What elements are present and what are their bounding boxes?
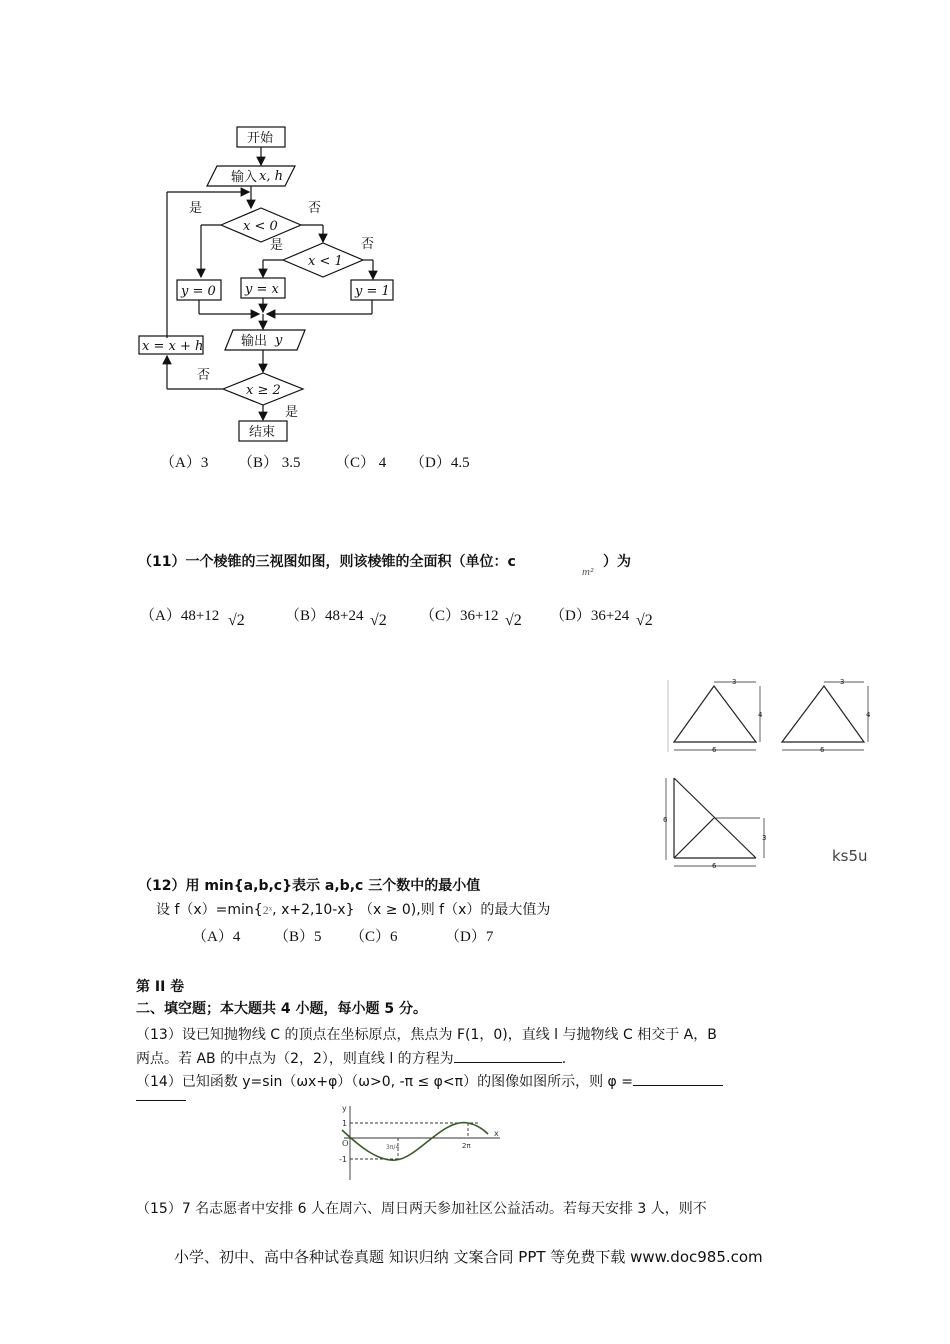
footer: 小学、初中、高中各种试卷真题 知识归纳 文案合同 PPT 等免费下载 www.doc985.com <box>174 1248 763 1266</box>
no-label-2: 否 <box>361 237 375 252</box>
flowchart-diagram <box>135 122 435 452</box>
q11-stem-end: ）为 <box>603 554 631 570</box>
side-dim-6: 6 <box>820 746 825 754</box>
update-label: x = x + h <box>142 339 204 354</box>
front-view-triangle <box>674 686 756 742</box>
box-yx-label: y = x <box>245 282 279 297</box>
three-view-figure <box>660 670 880 875</box>
q11-option-b: （B）48+24 <box>285 608 364 624</box>
q14-answer-blank[interactable] <box>633 1071 723 1086</box>
q13-line2-text: 两点。若 AB 的中点为（2，2），则直线 l 的方程为 <box>136 1051 454 1067</box>
top-dim-3: 3 <box>762 834 767 842</box>
output-var: y <box>275 333 283 348</box>
side-dim-3: 3 <box>840 678 845 686</box>
q14-origin: O <box>342 1139 349 1148</box>
box-y0-label: y = 0 <box>181 284 216 299</box>
box-y1-label: y = 1 <box>355 284 390 299</box>
output-label: 输出 <box>241 334 268 349</box>
q11-unit: m² <box>582 566 594 578</box>
q12-line2-b: , x+2,10-x} （x ≥ 0),则 f（x）的最大值为 <box>272 902 551 918</box>
q11-option-d: （D）36+24 <box>550 608 630 624</box>
q12-option-c: （C）6 <box>350 929 398 945</box>
q14-line1 <box>136 1071 723 1091</box>
q12-line2 <box>156 899 550 919</box>
front-dim-4: 4 <box>758 711 763 719</box>
q14-graph-svg <box>338 1100 508 1184</box>
no-label-3: 否 <box>197 368 211 383</box>
side-view-triangle <box>782 686 864 742</box>
q13-line1: （13）设已知抛物线 C 的顶点在坐标原点，焦点为 F(1，0)，直线 l 与抛物线 C 相交于 A，B <box>136 1027 717 1043</box>
no-label-1: 否 <box>308 201 322 216</box>
q12-option-d: （D）7 <box>445 929 494 945</box>
side-dim-4: 4 <box>866 711 871 719</box>
q12-stem: （12）用 min{a,b,c}表示 a,b,c 三个数中的最小值 <box>138 878 481 894</box>
three-view-diagram <box>660 670 880 875</box>
top-dim-6-vertical: 6 <box>663 816 668 824</box>
front-dim-6: 6 <box>712 746 717 754</box>
q11-option-a: （A）48+12 <box>140 608 220 624</box>
q13-answer-blank[interactable] <box>454 1048 562 1063</box>
q10-option-c: （C） 4 <box>335 455 387 471</box>
q14-x-label: x <box>494 1129 499 1138</box>
flowchart <box>135 122 435 452</box>
q14-line1-text: （14）已知函数 y=sin（ωx+φ）（ω>0, -π ≤ φ<π）的图像如图所示，则 φ = <box>136 1074 633 1090</box>
q14-tick1: 3π/4 <box>386 1144 400 1151</box>
cond2-label: x < 1 <box>308 254 343 269</box>
start-label: 开始 <box>247 131 274 146</box>
q15-line1: （15）7 名志愿者中安排 6 人在周六、周日两天参加社区公益活动。若每天安排 3 人，则不 <box>136 1201 707 1217</box>
ks5u-watermark: ks5u <box>832 847 868 865</box>
q12-line2-a: 设 f（x）=min{ <box>156 902 263 918</box>
q11-option-a-sqrt: √2 <box>228 612 245 629</box>
q11-option-c-sqrt: √2 <box>505 612 522 629</box>
q11-option-d-sqrt: √2 <box>636 612 653 629</box>
yes-label-1: 是 <box>189 201 203 216</box>
q12-option-b: （B）5 <box>274 929 322 945</box>
cond3-label: x ≥ 2 <box>246 383 281 398</box>
front-dim-3: 3 <box>732 678 737 686</box>
q14-tick2: 2π <box>462 1142 471 1150</box>
q13-line2-end: . <box>561 1051 567 1067</box>
q11-option-c: （C）36+12 <box>420 608 499 624</box>
yes-label-2: 是 <box>270 238 284 253</box>
q14-neg-one: -1 <box>339 1155 347 1164</box>
end-label: 结束 <box>249 425 276 440</box>
part2-section: 二、填空题；本大题共 4 小题，每小题 5 分。 <box>136 1001 427 1017</box>
q10-option-d: （D）4.5 <box>410 455 470 471</box>
q12-option-a: （A）4 <box>192 929 241 945</box>
part2-title: 第 II 卷 <box>136 979 185 995</box>
q10-option-a: （A）3 <box>160 455 209 471</box>
q14-one: 1 <box>342 1119 348 1128</box>
input-vars: x, h <box>259 169 283 184</box>
input-label: 输入 <box>231 170 258 185</box>
q14-y-label: y <box>342 1104 347 1113</box>
q11-option-b-sqrt: √2 <box>370 612 387 629</box>
top-dim-6: 6 <box>712 862 717 870</box>
yes-label-3: 是 <box>285 405 299 420</box>
q10-option-b: （B） 3.5 <box>238 455 301 471</box>
q12-power: 2ˣ <box>262 903 273 917</box>
q13-line2 <box>136 1048 566 1068</box>
q11-stem: （11）一个棱锥的三视图如图，则该棱锥的全面积（单位：c <box>138 554 516 570</box>
q14-graph <box>338 1100 508 1184</box>
cond1-label: x < 0 <box>243 219 278 234</box>
q14-blank-continuation <box>136 1100 186 1101</box>
